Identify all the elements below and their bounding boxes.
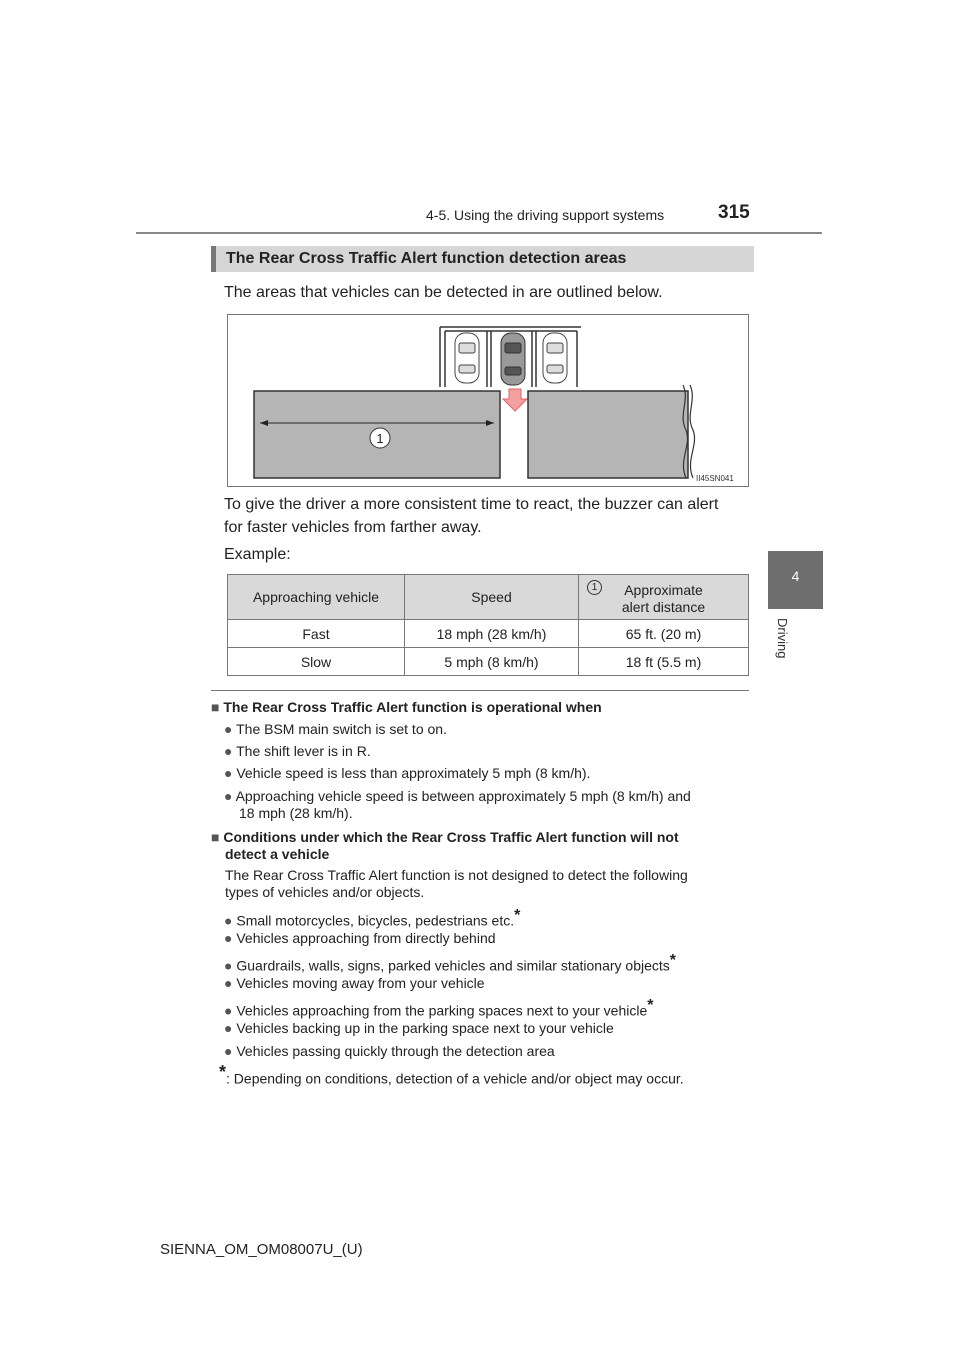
col-header: 1 Approximate alert distance xyxy=(579,575,749,620)
list-item: ● Approaching vehicle speed is between approximately 5 mph (8 km/h) and xyxy=(224,788,691,804)
list-item: ● Vehicle speed is less than approximately 5 mph (8 km/h). xyxy=(224,765,591,781)
chapter-number: 4 xyxy=(791,568,800,584)
car-right-icon xyxy=(543,333,567,383)
car-center-icon xyxy=(501,333,525,385)
chapter-label: Driving xyxy=(775,618,790,659)
table-cell: Fast xyxy=(228,620,405,648)
footnote: *: Depending on conditions, detection of a vehicle and/or object may occur. xyxy=(219,1062,684,1087)
table-cell: 5 mph (8 km/h) xyxy=(405,648,579,676)
list-item: ● Vehicles passing quickly through the detection area xyxy=(224,1043,555,1059)
running-header-section: 4-5. Using the driving support systems xyxy=(426,207,665,223)
table-cell: 65 ft. (20 m) xyxy=(579,620,749,648)
callout-number: 1 xyxy=(376,431,384,446)
example-label: Example: xyxy=(224,546,291,563)
col-header: Approaching vehicle xyxy=(228,575,405,620)
list-item: ● Small motorcycles, bicycles, pedestrians etc.* xyxy=(224,907,521,929)
callout-circle: 1 xyxy=(587,580,602,595)
conditions-desc-line2: types of vehicles and/or objects. xyxy=(225,884,425,900)
section-heading: The Rear Cross Traffic Alert function detection areas xyxy=(211,246,754,272)
page-number: 315 xyxy=(718,202,750,223)
list-item: ● The shift lever is in R. xyxy=(224,743,371,759)
table-cell: 18 ft (5.5 m) xyxy=(579,648,749,676)
table-row xyxy=(228,620,749,648)
list-item: ● Guardrails, walls, signs, parked vehicles and similar stationary objects* xyxy=(224,952,676,974)
reverse-arrow-icon xyxy=(503,389,527,411)
table-header-row xyxy=(228,575,749,620)
para1-line2: for faster vehicles from farther away. xyxy=(224,519,482,536)
document-code-footer: SIENNA_OM_OM08007U_(U) xyxy=(160,1241,363,1258)
list-item: ● The BSM main switch is set to on. xyxy=(224,721,447,737)
detection-area-right xyxy=(528,391,688,478)
list-item: ● Vehicles backing up in the parking space next to your vehicle xyxy=(224,1020,614,1036)
detection-diagram xyxy=(228,315,750,488)
conditions-heading-line2: detect a vehicle xyxy=(225,846,330,862)
para1-line1: To give the driver a more consistent time to react, the buzzer can alert xyxy=(224,496,719,513)
list-item-continuation: 18 mph (28 km/h). xyxy=(239,805,353,821)
table-cell: Slow xyxy=(228,648,405,676)
list-item: ● Vehicles moving away from your vehicle xyxy=(224,975,485,991)
operational-heading: ■ The Rear Cross Traffic Alert function is operational when xyxy=(211,699,602,715)
table-cell: 18 mph (28 km/h) xyxy=(405,620,579,648)
car-left-icon xyxy=(455,333,479,383)
list-item: ● Vehicles approaching from the parking spaces next to your vehicle* xyxy=(224,997,654,1019)
conditions-heading: ■ Conditions under which the Rear Cross Traffic Alert function will not xyxy=(211,829,679,845)
list-item: ● Vehicles approaching from directly behind xyxy=(224,930,496,946)
intro-text: The areas that vehicles can be detected in are outlined below. xyxy=(224,284,663,301)
figure-code: II45SN041 xyxy=(696,474,734,483)
header-rule xyxy=(136,232,822,234)
col-header: Speed xyxy=(405,575,579,620)
section-divider xyxy=(211,690,749,691)
conditions-desc: The Rear Cross Traffic Alert function is not designed to detect the following xyxy=(225,867,688,883)
detection-area-figure xyxy=(227,314,749,487)
table-row xyxy=(228,648,749,676)
alert-distance-table xyxy=(227,574,749,676)
